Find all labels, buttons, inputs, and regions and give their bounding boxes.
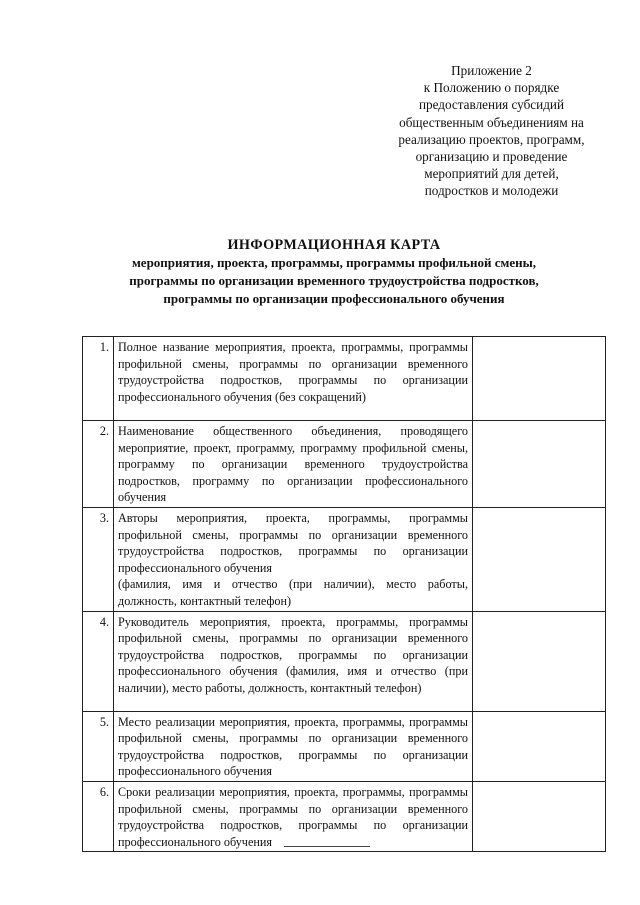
row-label-note: (фамилия, имя и отчество (при наличии), место работы, должность, контактный телефон): [118, 577, 468, 608]
document-heading: [60, 236, 608, 308]
appendix-line: организацию и проведение: [415, 149, 568, 165]
table-row: [83, 421, 606, 508]
row-value-cell[interactable]: [473, 611, 606, 711]
row-value-cell[interactable]: [473, 337, 606, 421]
table-row: [83, 507, 606, 611]
row-label: [114, 507, 473, 611]
row-number: 4.: [83, 611, 114, 711]
subtitle-line: программы по организации профессионального обучения: [163, 291, 505, 306]
row-number: 1.: [83, 337, 114, 421]
appendix-line: к Положению о порядке: [423, 80, 560, 96]
table-row: [83, 337, 606, 421]
document-subtitle: [60, 254, 608, 308]
row-label-text: Авторы мероприятия, проекта, программы, программы профильной смены, программы по организации временного трудоустройства подростков, программы по организации профессионального обучения: [118, 510, 468, 575]
row-number: 2.: [83, 421, 114, 508]
row-value-cell[interactable]: [473, 711, 606, 781]
row-label: [114, 711, 473, 781]
table-row: [83, 781, 606, 851]
row-label-text: Место реализации мероприятия, проекта, программы, программы профильной смены, программы по организации временного трудоустройства подростков, программы по организации профессионального обучения: [118, 714, 468, 779]
footer-divider: [284, 846, 370, 847]
document-title: ИНФОРМАЦИОННАЯ КАРТА: [227, 237, 441, 253]
appendix-line: Приложение 2: [451, 63, 532, 78]
row-label: [114, 421, 473, 508]
row-label-text: Наименование общественного объединения, проводящего мероприятие, проект, программу, программу профильной смены, программу по организации временного трудоустройства подростков, программу по организации профессионального обучения: [118, 424, 468, 505]
appendix-line: реализацию проектов, программ,: [398, 131, 585, 147]
row-label-text: Сроки реализации мероприятия, проекта, программы, программы профильной смены, программы по организации временного трудоустройства подростков, программы по организации профессионального обучения: [118, 784, 468, 849]
appendix-line: мероприятий для детей,: [424, 166, 559, 182]
row-number: 3.: [83, 507, 114, 611]
appendix-line: общественным объединениям на: [399, 114, 584, 130]
row-label: [114, 611, 473, 711]
row-value-cell[interactable]: [473, 421, 606, 508]
row-number: 6.: [83, 781, 114, 851]
row-label: [114, 781, 473, 851]
table-row: [83, 711, 606, 781]
subtitle-line: мероприятия, проекта, программы, программы профильной смены,: [131, 255, 537, 270]
appendix-line: подростков и молодежи: [424, 183, 559, 199]
info-card-table: [82, 336, 606, 852]
row-label-text: Полное название мероприятия, проекта, программы, программы профильной смены, программы по организации временного трудоустройства подростков, программы по организации профессионального обучения (без сокращений): [118, 340, 468, 404]
appendix-line: предоставления субсидий: [418, 97, 565, 113]
row-number: 5.: [83, 711, 114, 781]
row-value-cell[interactable]: [473, 507, 606, 611]
row-label: [114, 337, 473, 421]
row-value-cell[interactable]: [473, 781, 606, 851]
row-label-text: Руководитель мероприятия, проекта, программы, программы профильной смены, программы по организации временного трудоустройства подростков, программы по организации профессионального обучения (фамилия, имя и отчество (при наличии), место работы, должность, контактный телефон): [118, 614, 468, 695]
table-row: [83, 611, 606, 711]
subtitle-line: программы по организации временного трудоустройства подростков,: [129, 273, 539, 288]
appendix-note: [384, 62, 599, 200]
